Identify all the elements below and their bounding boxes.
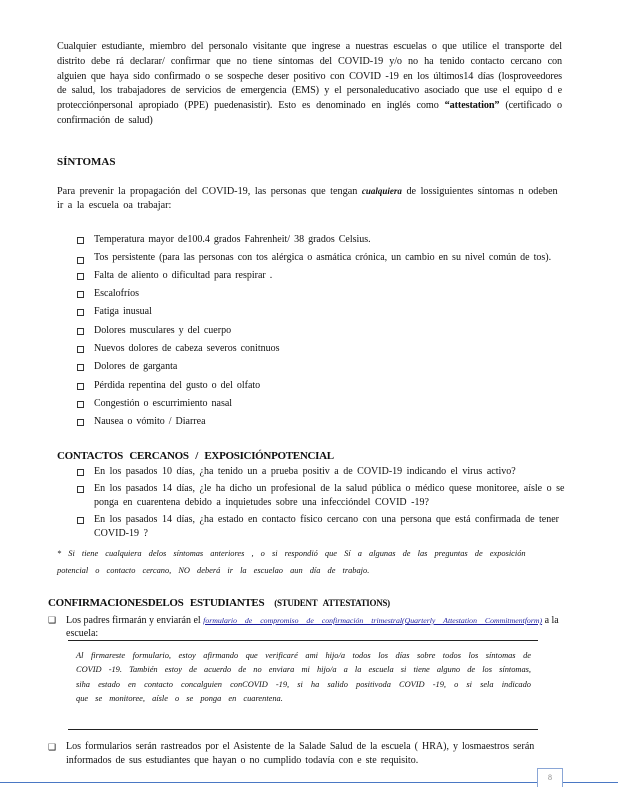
checkbox-icon bbox=[77, 469, 84, 476]
intro-paragraph bbox=[57, 40, 562, 129]
exposure-question bbox=[77, 465, 567, 479]
symptom-label: Dolores musculares y del cuerpo bbox=[94, 324, 232, 336]
tracking-text: Los formularios serán rastreados por el Asistente de la Salade Salud de la escuela ( HRA), y losmaestros serán informados de sus estudiantes que hayan o no cumplido todavía con e ste requisito. bbox=[66, 741, 535, 766]
symptom-label: Tos persistente (para las personas con tos alérgica o asmática crónica, un cambio en su nivel común de tos). bbox=[94, 252, 552, 264]
sintomas-intro-text: Para prevenir la propagación del COVID-19, las personas que tengan bbox=[57, 186, 358, 197]
symptom-item bbox=[77, 322, 557, 340]
page-number: 8 bbox=[537, 768, 563, 787]
symptom-item bbox=[77, 358, 557, 376]
checkbox-icon: ❑ bbox=[48, 615, 57, 625]
checkbox-icon bbox=[77, 383, 84, 390]
exposure-question-text: En los pasados 14 días, ¿le ha dicho un profesional de la salud pública o médico quese monitoree, aísle o se ponga en cuarentena debido a inquietudes sobre una infeccióndel COVID -19? bbox=[94, 483, 565, 508]
attestation-form-link[interactable]: formulario de compromiso de confirmación trimestral(Quarterly Attestation Commitmentform) bbox=[203, 616, 543, 625]
confirmaciones-subtitle: (STUDENT ATTESTATIONS) bbox=[274, 598, 390, 608]
footer-rule bbox=[0, 782, 618, 783]
checkbox-icon bbox=[77, 486, 84, 493]
symptom-item bbox=[77, 413, 557, 431]
parents-paragraph bbox=[48, 614, 563, 640]
symptom-item bbox=[77, 395, 557, 413]
checkbox-icon bbox=[77, 237, 84, 244]
symptom-item bbox=[77, 231, 557, 249]
tracking-paragraph bbox=[48, 740, 568, 768]
checkbox-icon bbox=[77, 364, 84, 371]
checkbox-icon bbox=[77, 517, 84, 524]
symptom-label: Temperatura mayor de100.4 grados Fahrenheit/ 38 grados Celsius. bbox=[94, 234, 371, 245]
checkbox-icon bbox=[77, 346, 84, 353]
symptom-label: Falta de aliento o dificultad para respirar . bbox=[94, 269, 273, 281]
symptom-label: Dolores de garganta bbox=[94, 361, 178, 373]
checkbox-icon bbox=[77, 273, 84, 280]
checkbox-icon: ❑ bbox=[48, 742, 57, 752]
confirmaciones-heading bbox=[48, 597, 390, 609]
symptom-item bbox=[77, 377, 557, 395]
symptom-item bbox=[77, 285, 557, 303]
sintomas-intro-text-end: de lossiguientes síntomas n odeben ir a la escuela oa trabajar: bbox=[57, 186, 558, 211]
attestation-statement-box bbox=[68, 640, 538, 730]
symptom-label: Fatiga inusual bbox=[94, 306, 152, 318]
exposure-question-list bbox=[77, 465, 567, 544]
checkbox-icon bbox=[77, 309, 84, 316]
sintomas-intro bbox=[57, 184, 562, 213]
symptom-label: Congestión o escurrimiento nasal bbox=[94, 397, 233, 409]
symptom-list bbox=[77, 231, 557, 431]
checkbox-icon bbox=[77, 257, 84, 264]
parents-text-end: a la escuela: bbox=[66, 615, 559, 639]
symptom-label: Nuevos dolores de cabeza severos conitnuos bbox=[94, 342, 280, 354]
parents-text bbox=[66, 614, 563, 640]
confirmaciones-title: CONFIRMACIONESDELOS ESTUDIANTES bbox=[48, 597, 265, 609]
symptom-item bbox=[77, 267, 557, 285]
checkbox-icon bbox=[77, 328, 84, 335]
symptom-item bbox=[77, 303, 557, 321]
symptom-label: Escalofríos bbox=[94, 288, 139, 300]
sintomas-heading: SÍNTOMAS bbox=[57, 156, 116, 168]
symptom-label: Nausea o vómito / Diarrea bbox=[94, 416, 206, 428]
contactos-heading: CONTACTOS CERCANOS / EXPOSICIÓNPOTENCIAL bbox=[57, 450, 334, 462]
exposure-question bbox=[77, 482, 567, 510]
exposure-question-text: En los pasados 14 días, ¿ha estado en contacto físico cercano con una persona que está confirmada de tener COVID-19 ? bbox=[94, 514, 559, 539]
exposure-question bbox=[77, 513, 567, 541]
intro-bold-term: “attestation” bbox=[444, 100, 500, 112]
checkbox-icon bbox=[77, 419, 84, 426]
symptom-item bbox=[77, 249, 557, 267]
symptom-item bbox=[77, 340, 557, 358]
exposure-question-text: En los pasados 10 días, ¿ha tenido un a prueba positiv a de COVID-19 indicando el virus activo? bbox=[94, 466, 516, 477]
attestation-statement: Al firmareste formulario, estoy afirmando que verificaré ami hijo/a todos los días sobre todos los síntomas de COVID -19. También estoy de acuerdo de no enviara mi hijo/a a la escuela si tiene alguno de los síntomas, siha estado en contacto concalguien conCOVID -19, si ha salido positivoda COVID -19, o si sela indicado que se monitoree, aísle o se ponga en cuarentena. bbox=[76, 651, 531, 704]
intro-text-end: (certificado o confirmación de salud) bbox=[57, 100, 562, 126]
checkbox-icon bbox=[77, 401, 84, 408]
parents-text-start: Los padres firmarán y enviarán el bbox=[66, 615, 201, 626]
checkbox-icon bbox=[77, 291, 84, 298]
sintomas-intro-emphasis: cualquiera bbox=[361, 186, 402, 196]
intro-text: Cualquier estudiante, miembro del personalo visitante que ingrese a nuestras escuelas o que utilice el transporte del distrito debe rá declarar/ confirmar que no tiene síntomas del COVID-19 y/o no ha tenido contacto cercano con alguien que haya sido confirmado o se sospeche deser positivo con COVID -19 en los últimos14 días (losproveedores de salud, los trabajadores de servicios de emergencia (EMS) y el personaleducativo asociado que use el equipo d e protecciónpersonal apropiado (PPE) puedenasistir). Esto es denominado en inglés como bbox=[57, 41, 562, 112]
symptom-label: Pérdida repentina del gusto o del olfato bbox=[94, 379, 261, 391]
exposure-note: * Si tiene cualquiera delos síntomas anteriores , o si respondió que Sí a algunas de las preguntas de exposición potencial o contacto cercano, NO deberá ir la escuelao aun día de trabajo. bbox=[57, 549, 526, 575]
